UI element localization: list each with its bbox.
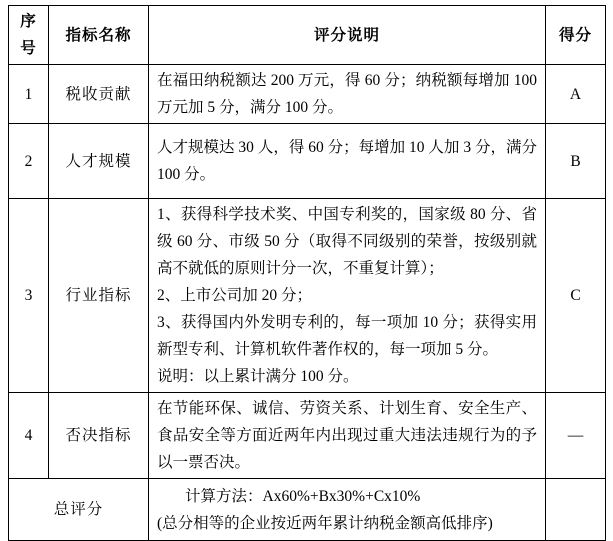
score-value: — [546,393,606,479]
row-number: 4 [9,393,49,479]
row-number: 1 [9,65,49,124]
total-score-value-cell [546,479,606,541]
indicator-name: 否决指标 [49,393,149,479]
indicator-name: 税收贡献 [49,65,149,124]
formula-line: 计算方法：Ax60%+Bx30%+Cx10% [185,487,421,505]
indicator-description [149,124,546,199]
table-row-industry-indicator [9,199,606,393]
table-row-veto-indicator [9,393,606,479]
description-paragraph: 在节能环保、诚信、劳资关系、计划生育、安全生产、食品安全等方面近两年内出现过重大违法违规行为的予以一票否决。 [157,400,537,471]
score-value: B [546,124,606,199]
table-row-total-score [9,479,606,541]
indicator-name: 人才规模 [49,124,149,199]
description-paragraph: 人才规模达 30 人，得 60 分；每增加 10 人加 3 分，满分 100 分。 [157,139,537,183]
column-header-scoring-description: 评分说明 [149,6,546,65]
description-paragraph: 在福田纳税额达 200 万元，得 60 分；纳税额每增加 100 万元加 5 分，满分 100 分。 [157,72,537,116]
description-paragraph: 2、上市公司加 20 分； [157,287,313,304]
score-value: A [546,65,606,124]
row-number: 3 [9,199,49,393]
total-score-label: 总评分 [9,479,149,541]
tiebreak-line: (总分相等的企业按近两年累计纳税金额高低排序) [157,514,493,532]
description-paragraph: 说明：以上累计满分 100 分。 [157,368,359,385]
score-value: C [546,199,606,393]
table-row-talent-scale [9,124,606,199]
indicator-name: 行业指标 [49,199,149,393]
total-score-description [149,479,546,541]
indicator-description [149,199,546,393]
table-row-tax-contribution [9,65,606,124]
description-paragraph: 3、获得国内外发明专利的，每一项加 10 分；获得实用新型专利、计算机软件著作权的，每一项加 5 分。 [157,314,537,358]
scoring-criteria-table [8,5,606,541]
table-header-row [9,6,606,65]
indicator-description [149,65,546,124]
indicator-description [149,393,546,479]
column-header-no: 序号 [9,6,49,65]
column-header-score: 得分 [546,6,606,65]
row-number: 2 [9,124,49,199]
description-paragraph: 1、获得科学技术奖、中国专利奖的，国家级 80 分、省级 60 分、市级 50 分（取得不同级别的荣誉，按级别就高不就低的原则计分一次，不重复计算）； [157,206,537,277]
column-header-indicator-name: 指标名称 [49,6,149,65]
